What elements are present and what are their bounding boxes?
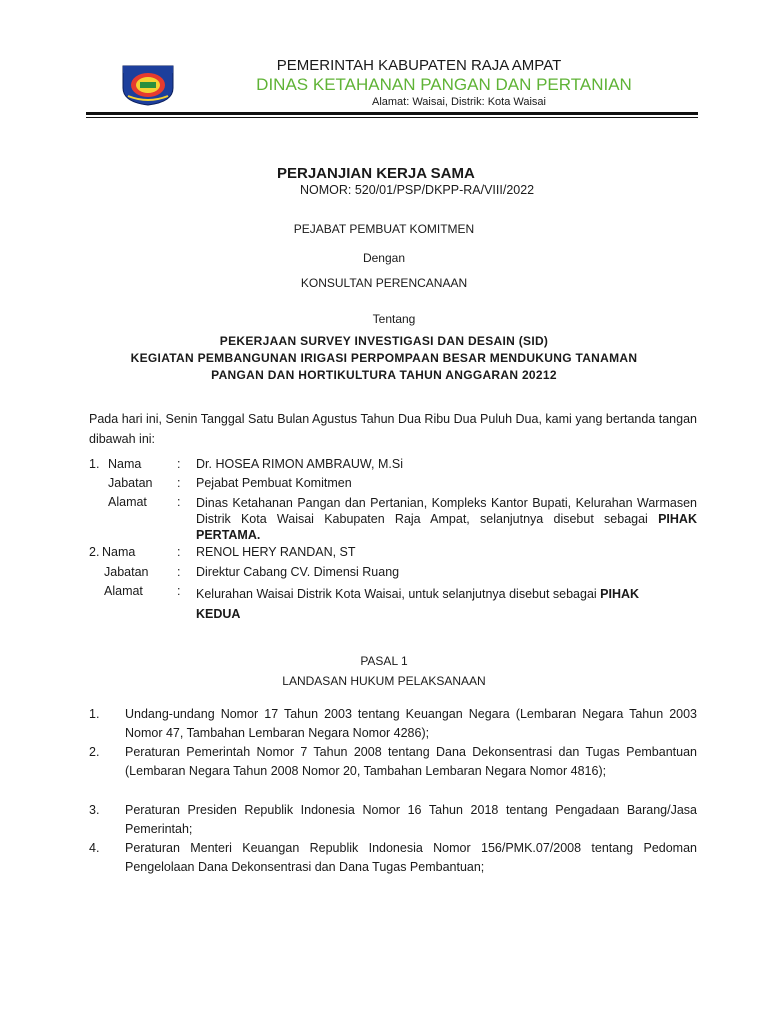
article-title: PASAL 1 — [360, 654, 408, 668]
party2-alias-2: KEDUA — [196, 607, 241, 621]
party1-number: 1. — [89, 457, 100, 471]
party1-position-colon: : — [177, 476, 181, 490]
party1-address — [196, 495, 697, 543]
party2-position-colon: : — [177, 565, 181, 579]
letterhead-address: Alamat: Waisai, Distrik: Kota Waisai — [371, 96, 546, 108]
party1-alias: PIHAK PERTAMA. — [196, 512, 697, 542]
party2-name-colon: : — [177, 545, 181, 559]
legal-item-number: 2. — [89, 745, 100, 759]
party2-position-label: Jabatan — [104, 565, 149, 579]
party2-name-label: Nama — [102, 545, 136, 559]
subject-line-3: PANGAN DAN HORTIKULTURA TAHUN ANGGARAN 20212 — [211, 368, 557, 382]
letterhead-divider — [86, 112, 698, 115]
legal-item: Peraturan Presiden Republik Indonesia Nomor 16 Tahun 2018 tentang Pengadaan Barang/Jasa Pemerintah; — [125, 803, 697, 836]
party2-alias-1: PIHAK — [600, 587, 640, 601]
subject-line-2: KEGIATAN PEMBANGUNAN IRIGASI PERPOMPAAN BESAR MENDUKUNG TANAMAN — [130, 351, 638, 365]
document-title: PERJANJIAN KERJA SAMA — [277, 165, 475, 182]
party2-address-label: Alamat — [104, 584, 143, 598]
letterhead-government: PEMERINTAH KABUPATEN RAJA AMPAT — [276, 57, 562, 74]
document-number: NOMOR: 520/01/PSP/DKPP-RA/VIII/2022 — [300, 183, 535, 197]
intro-paragraph: Pada hari ini, Senin Tanggal Satu Bulan Agustus Tahun Dua Ribu Dua Puluh Dua, kami yang bertanda tangan dibawah ini: — [89, 412, 697, 446]
party2-name: RENOL HERY RANDAN, ST — [196, 545, 356, 559]
first-party-title: PEJABAT PEMBUAT KOMITMEN — [293, 222, 475, 236]
party2-address-colon: : — [177, 584, 181, 598]
legal-item-number: 3. — [89, 803, 100, 817]
party1-position-label: Jabatan — [108, 476, 153, 490]
party2-position: Direktur Cabang CV. Dimensi Ruang — [196, 565, 400, 579]
second-party-title: KONSULTAN PERENCANAAN — [300, 276, 468, 290]
party2-number: 2. — [89, 545, 100, 559]
letterhead-divider-thin — [86, 117, 698, 118]
subject-line-1: PEKERJAAN SURVEY INVESTIGASI DAN DESAIN (SID) — [219, 334, 549, 348]
party1-name: Dr. HOSEA RIMON AMBRAUW, M.Si — [196, 457, 403, 471]
party1-position: Pejabat Pembuat Komitmen — [196, 476, 352, 490]
legal-item: Peraturan Pemerintah Nomor 7 Tahun 2008 tentang Dana Dekonsentrasi dan Tugas Pembantuan (Lembaran Negara Tahun 2008 Nomor 20, Tambahan Lembaran Negara Nomor 4816); — [125, 745, 697, 778]
legal-item: Undang-undang Nomor 17 Tahun 2003 tentang Keuangan Negara (Lembaran Negara Tahun 2003 Nomor 47, Tambahan Lembaran Negara Nomor 4286); — [125, 707, 697, 740]
letterhead-agency: DINAS KETAHANAN PANGAN DAN PERTANIAN — [256, 75, 632, 94]
party2-address-text: Kelurahan Waisai Distrik Kota Waisai, untuk selanjutnya disebut sebagai — [196, 587, 597, 601]
party2-address — [196, 584, 697, 624]
legal-item-number: 4. — [89, 841, 100, 855]
with-label: Dengan — [362, 251, 406, 265]
party1-address-colon: : — [177, 495, 181, 509]
legal-item: Peraturan Menteri Keuangan Republik Indonesia Nomor 156/PMK.07/2008 tentang Pedoman Pengelolaan Dana Dekonsentrasi dan Dana Tugas Pembantuan; — [125, 841, 697, 874]
party1-address-text: Dinas Ketahanan Pangan dan Pertanian, Kompleks Kantor Bupati, Kelurahan Warmasen Distrik Kota Waisai Kabupaten Raja Ampat, selanjutnya disebut sebagai — [196, 496, 697, 526]
party1-name-label: Nama — [108, 457, 142, 471]
about-label: Tentang — [372, 312, 416, 326]
article-subtitle: LANDASAN HUKUM PELAKSANAAN — [282, 674, 486, 688]
party1-address-label: Alamat — [108, 495, 147, 509]
party1-name-colon: : — [177, 457, 181, 471]
legal-item-number: 1. — [89, 707, 100, 721]
